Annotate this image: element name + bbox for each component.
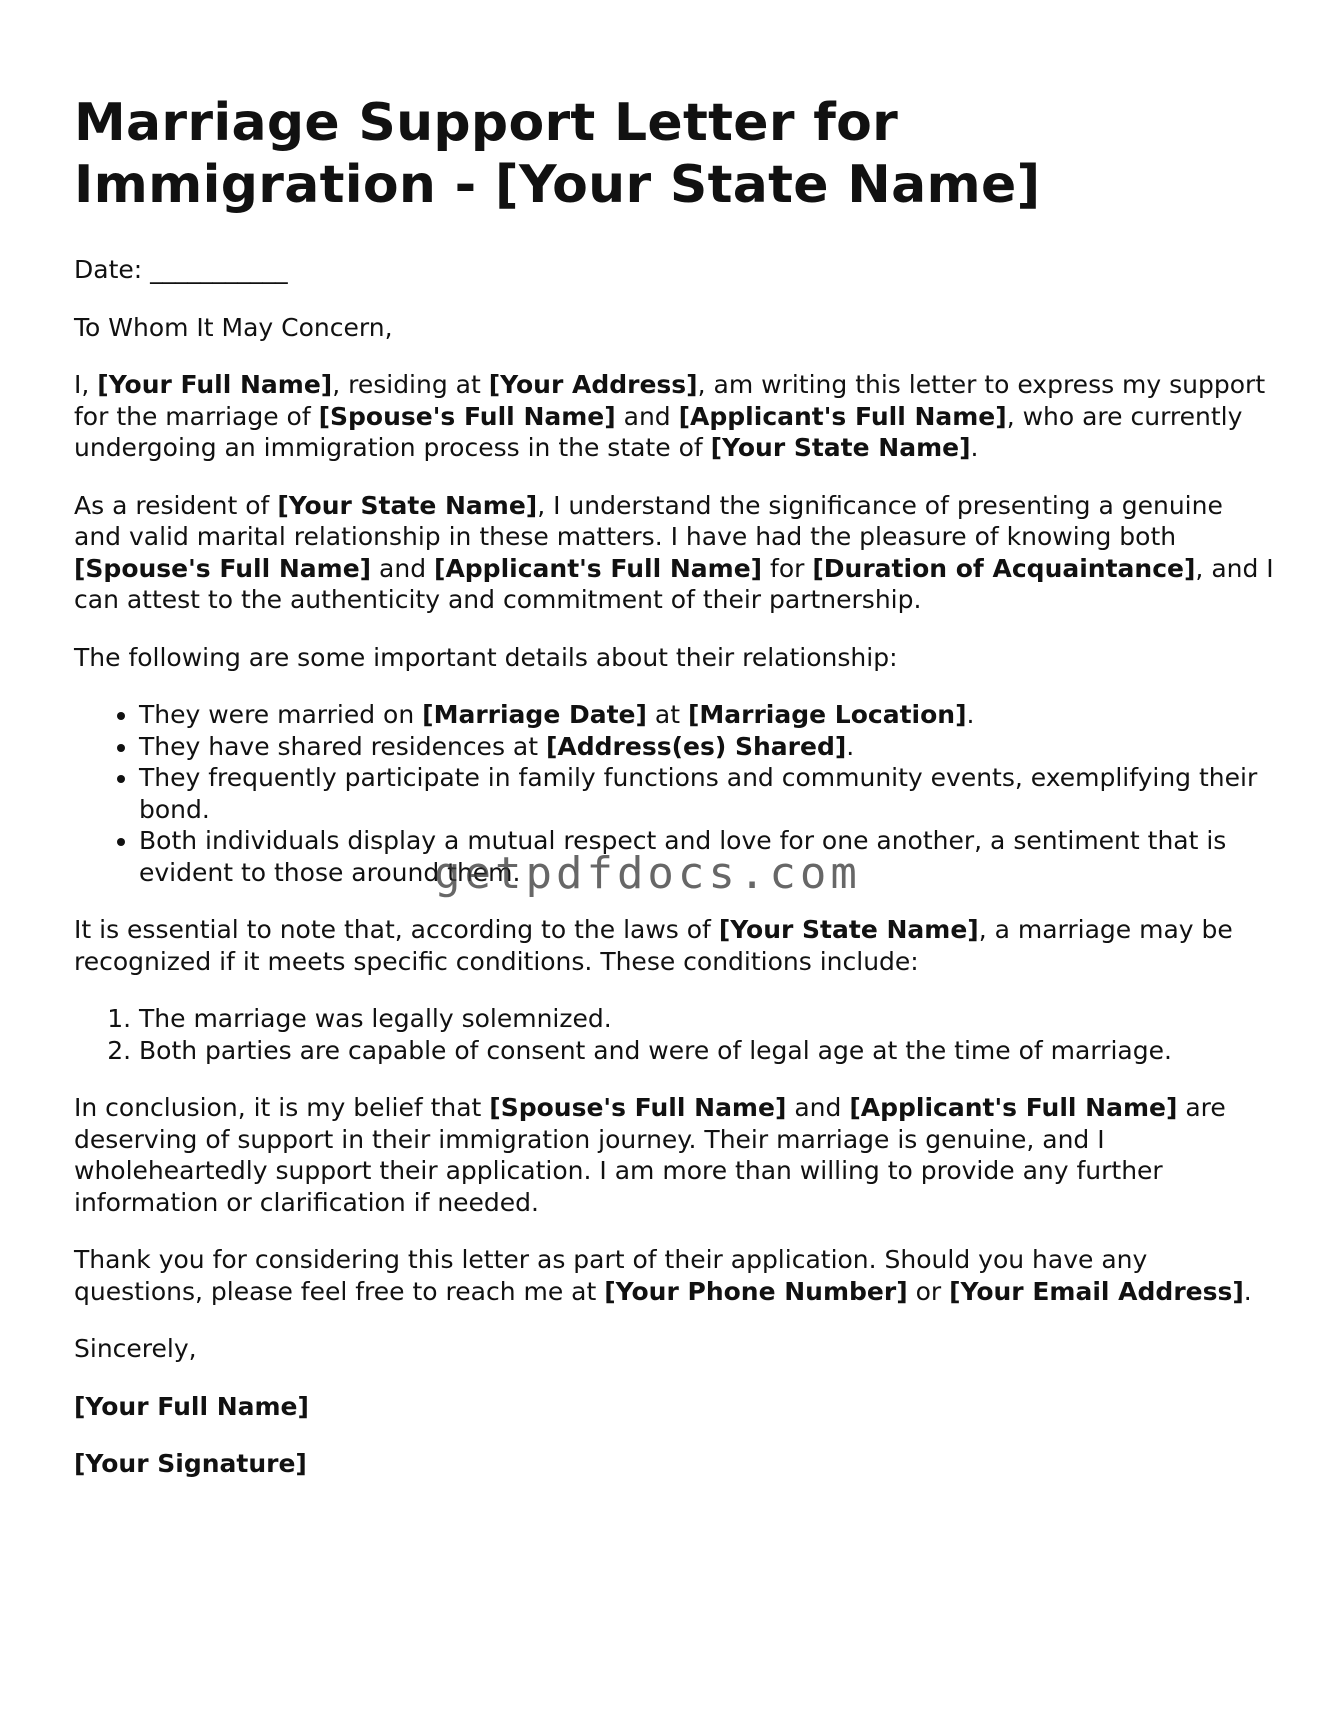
- phone-placeholder: [Your Phone Number]: [604, 1276, 908, 1306]
- intro-text: I,: [74, 370, 98, 399]
- laws-text: It is essential to note that, according to the laws of: [74, 915, 719, 944]
- details-intro: The following are some important details about their relationship:: [74, 642, 898, 672]
- list-item: 2. Both parties are capable of consent and were of legal age at the time of marriage.: [139, 1035, 1274, 1067]
- list-item-text: .: [966, 700, 975, 729]
- relationship-details-list: [74, 699, 1274, 888]
- intro-text: , residing at: [332, 370, 489, 399]
- list-item-text: They were married on: [139, 700, 423, 729]
- your-full-name-placeholder: [Your Full Name]: [97, 370, 333, 399]
- salutation: To Whom It May Concern,: [74, 312, 393, 342]
- intro-text: , who are currently undergoing an immigration process in the state of: [74, 401, 1243, 462]
- watermark: getpdfdocs.com: [434, 848, 861, 899]
- intro-paragraph: [74, 369, 1274, 464]
- intro-text: , am writing this letter to express my support for the marriage of: [74, 370, 1266, 431]
- conditions-list: [74, 1003, 1274, 1066]
- applicant-name-placeholder: [Applicant's Full Name]: [678, 401, 1007, 431]
- intro-text: .: [970, 433, 979, 462]
- applicant-name-placeholder: [Applicant's Full Name]: [849, 1093, 1178, 1122]
- laws-paragraph: [74, 914, 1274, 977]
- conclusion-paragraph: [74, 1092, 1274, 1218]
- resident-paragraph: [74, 490, 1274, 616]
- date-line: Date: ___________: [74, 255, 288, 284]
- marriage-location-placeholder: [Marriage Location]: [687, 700, 967, 729]
- resident-text: for: [762, 553, 813, 583]
- marriage-date-placeholder: [Marriage Date]: [422, 700, 647, 729]
- thanks-text: or: [907, 1276, 950, 1306]
- resident-text: As a resident of: [74, 490, 278, 520]
- list-item: [139, 731, 1274, 763]
- letter-document: [74, 92, 1274, 1506]
- state-name-placeholder: [Your State Name]: [710, 433, 971, 462]
- resident-text: and: [371, 553, 435, 583]
- shared-address-placeholder: [Address(es) Shared]: [545, 731, 847, 761]
- your-address-placeholder: [Your Address]: [488, 370, 698, 399]
- thanks-text: Thank you for considering this letter as part of their application. Should you have any questions, please feel free to reach me at: [74, 1245, 1148, 1306]
- signature-placeholder: [Your Signature]: [74, 1449, 307, 1478]
- resident-text: , I understand the significance of presenting a genuine and valid marital relationship in these matters. I have had the pleasure of knowing both: [74, 490, 1223, 551]
- list-item-text: .: [846, 731, 855, 761]
- list-item-text: They have shared residences at: [139, 731, 546, 761]
- resident-text: , and I can attest to the authenticity and commitment of their partnership.: [74, 553, 1274, 614]
- conclusion-text: In conclusion, it is my belief that: [74, 1093, 490, 1122]
- spouse-name-placeholder: [Spouse's Full Name]: [318, 401, 616, 431]
- applicant-name-placeholder: [Applicant's Full Name]: [434, 553, 763, 583]
- conclusion-text: and: [786, 1093, 850, 1122]
- duration-placeholder: [Duration of Acquaintance]: [812, 553, 1196, 583]
- signer-name-placeholder: [Your Full Name]: [74, 1391, 309, 1421]
- list-item: • They frequently participate in family functions and community events, exemplifying their bond.: [139, 762, 1274, 825]
- list-item-text: at: [646, 700, 688, 729]
- spouse-name-placeholder: [Spouse's Full Name]: [74, 553, 372, 583]
- signer-name: [74, 1391, 1274, 1423]
- state-name-placeholder: [Your State Name]: [718, 915, 979, 944]
- signature-line: [74, 1448, 1274, 1480]
- list-item: 1. The marriage was legally solemnized.: [139, 1003, 1274, 1035]
- document-title: Marriage Support Letter for Immigration - [Your State Name]: [74, 93, 1041, 215]
- laws-text: , a marriage may be recognized if it meets specific conditions. These conditions include:: [74, 915, 1233, 976]
- list-item: [139, 699, 1274, 731]
- list-item: • Both individuals display a mutual respect and love for one another, a sentiment that is evident to those around them.: [139, 825, 1274, 888]
- closing: Sincerely,: [74, 1334, 197, 1363]
- conclusion-text: are deserving of support in their immigration journey. Their marriage is genuine, and I wholeheartedly support their application. I am more than willing to provide any further information or clarification if needed.: [74, 1093, 1226, 1217]
- thanks-text: .: [1243, 1276, 1252, 1306]
- spouse-name-placeholder: [Spouse's Full Name]: [489, 1093, 787, 1122]
- state-name-placeholder: [Your State Name]: [277, 490, 538, 520]
- thanks-paragraph: [74, 1244, 1274, 1307]
- email-placeholder: [Your Email Address]: [949, 1276, 1244, 1306]
- intro-text: and: [615, 401, 679, 431]
